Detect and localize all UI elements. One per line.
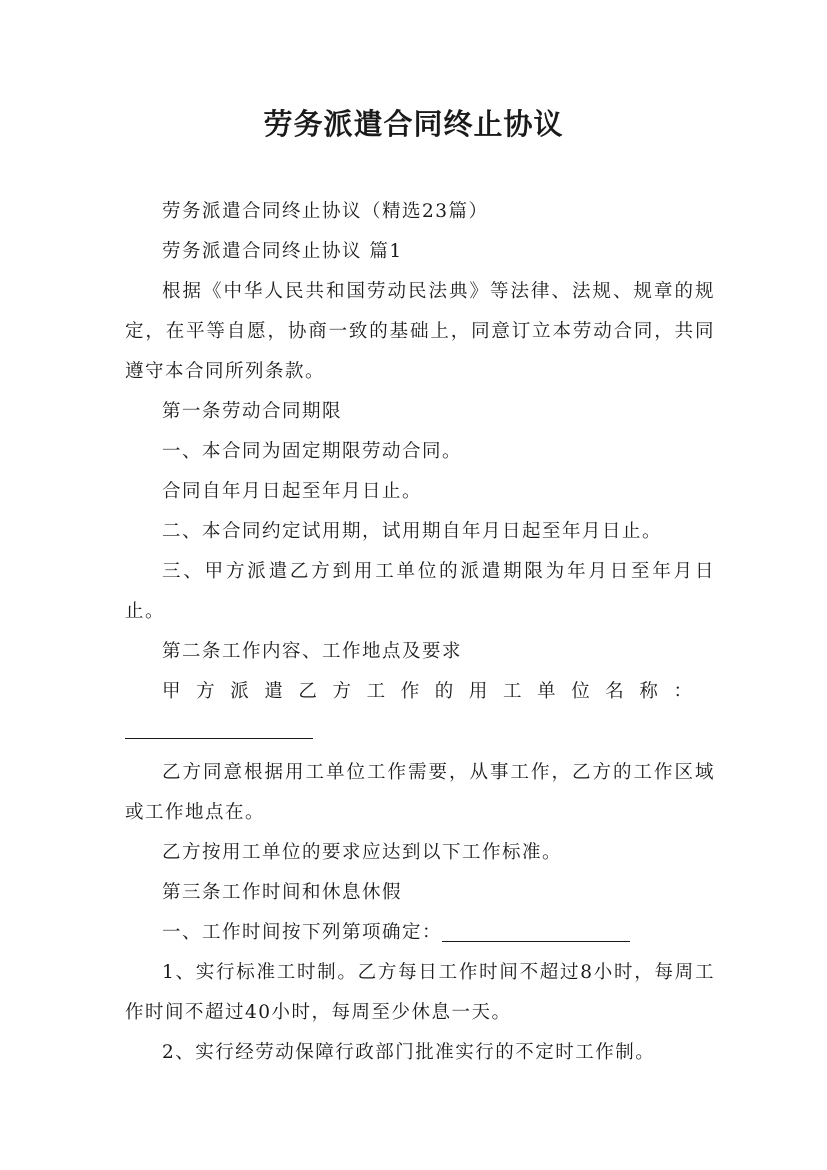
paragraph-article-1-heading: 第一条劳动合同期限	[162, 401, 343, 422]
paragraph-clause: 乙方按用工单位的要求应达到以下工作标准。	[162, 842, 563, 863]
paragraph-article-3-heading: 第三条工作时间和休息休假	[162, 882, 403, 903]
paragraph-clause: 合同自年月日起至年月日止。	[162, 481, 423, 502]
paragraph-working-hours-option	[125, 913, 715, 953]
paragraph-working-hours-text: 一、工作时间按下列第项确定：	[162, 922, 443, 943]
paragraph-clause: 乙方同意根据用工单位工作需要，从事工作，乙方的工作区域或工作地点在。	[125, 762, 715, 823]
paragraph-employer-name: 甲方派遣乙方工作的用工单位名称：	[162, 681, 708, 702]
document-body	[125, 192, 715, 1073]
paragraph-clause: 2、实行经劳动保障行政部门批准实行的不定时工作制。	[162, 1042, 656, 1063]
fill-in-blank-line	[125, 712, 313, 739]
paragraph-clause: 二、本合同约定试用期，试用期自年月日起至年月日止。	[162, 521, 663, 542]
document-title: 劳务派遣合同终止协议	[263, 107, 564, 141]
fill-in-blank-line	[442, 921, 630, 942]
paragraph-clause: 三、甲方派遣乙方到用工单位的派遣期限为年月日至年月日止。	[125, 561, 715, 622]
paragraph-clause: 1、实行标准工时制。乙方每日工作时间不超过8小时，每周工作时间不超过40小时，每周至少休息一天。	[125, 962, 715, 1023]
paragraph-clause: 一、本合同为固定期限劳动合同。	[162, 441, 463, 462]
paragraph-preamble: 根据《中华人民共和国劳动民法典》等法律、法规、规章的规定，在平等自愿，协商一致的基础上，同意订立本劳动合同，共同遵守本合同所列条款。	[125, 281, 715, 382]
paragraph-article-2-heading: 第二条工作内容、工作地点及要求	[162, 641, 463, 662]
paragraph-subtitle: 劳务派遣合同终止协议（精选23篇）	[162, 201, 489, 222]
paragraph-section-heading: 劳务派遣合同终止协议 篇1	[162, 241, 403, 262]
